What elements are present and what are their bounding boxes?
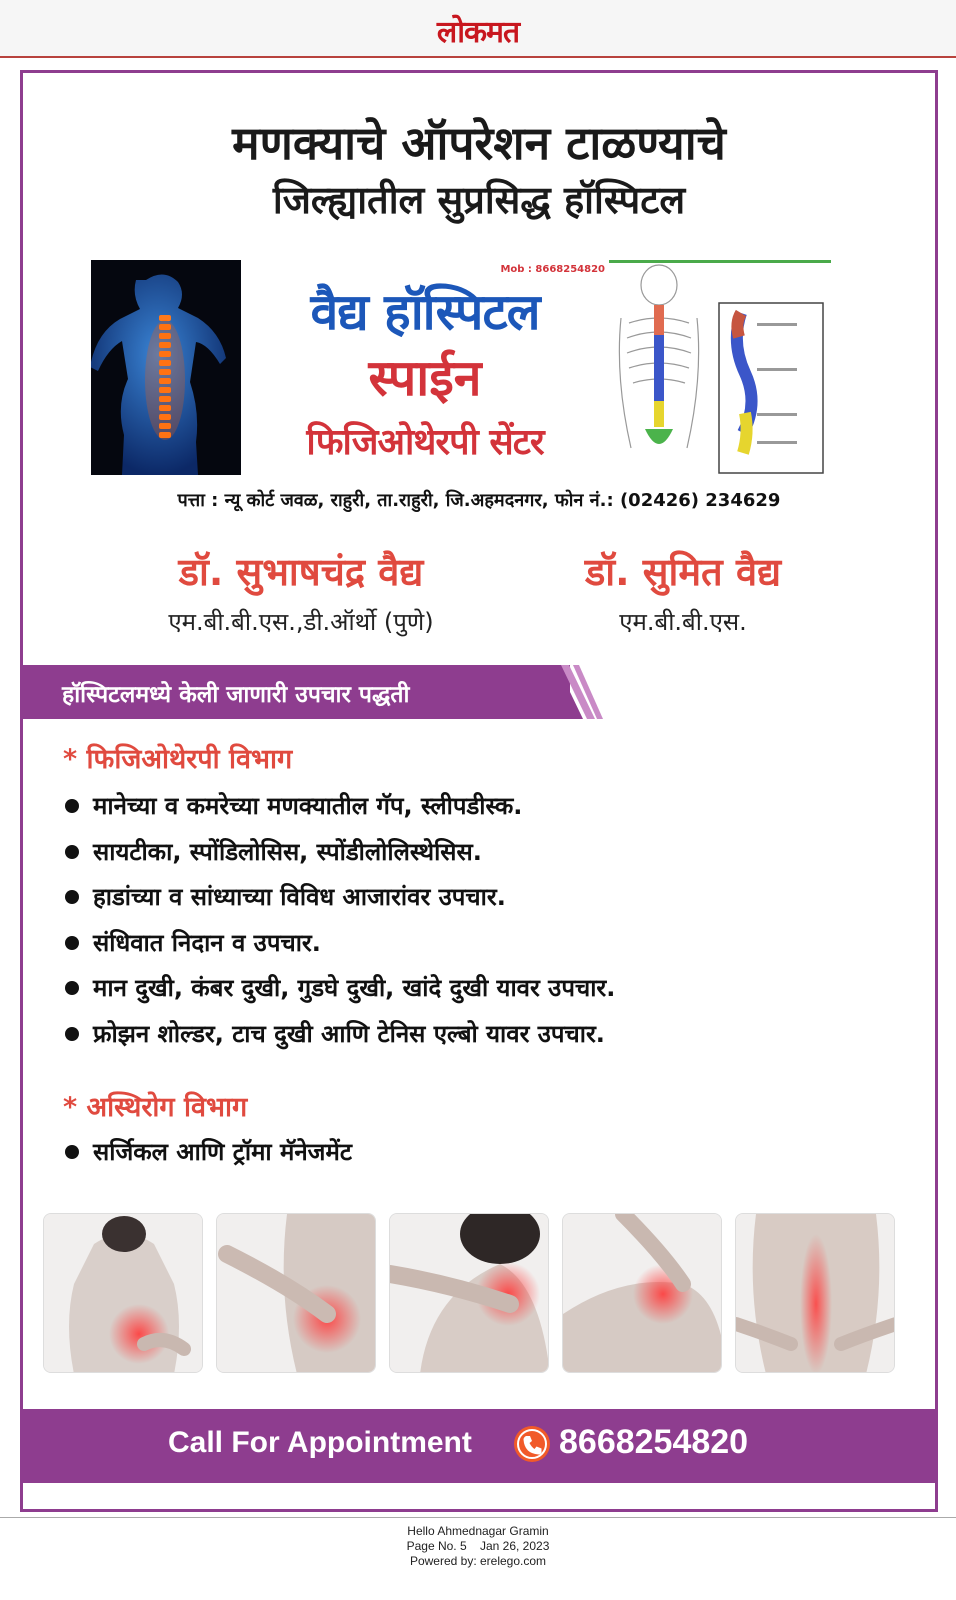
bullet-icon (65, 936, 79, 950)
list-item: मान दुखी, कंबर दुखी, गुडघे दुखी, खांदे दुखी यावर उपचार. (65, 971, 615, 1017)
doctor-card (131, 545, 471, 638)
newspaper-logo: लोकमत (436, 15, 520, 50)
hospital-banner (91, 260, 831, 475)
footer-page-date: Page No. 5 Jan 26, 2023 (406, 1539, 550, 1553)
hospital-address: पत्ता : न्यू कोर्ट जवळ, राहुरी, ता.राहुरी, जि.अहमदनगर, फोन नं.: (02426) 234629 (177, 490, 781, 511)
doctor-name: डॉ. सुभाषचंद्र वैद्य (178, 550, 424, 594)
phone-icon (513, 1425, 551, 1463)
bullet-icon (65, 890, 79, 904)
headline-secondary: जिल्ह्यातील सुप्रसिद्ध हॉस्पिटल (272, 178, 686, 222)
doctor-degree: एम.बी.बी.एस.,डी.ऑर्थो (पुणे) (168, 608, 434, 636)
orthopedics-treatment-list (65, 1135, 352, 1181)
knee-pain-photo (562, 1213, 722, 1373)
epaper-footer (0, 1524, 956, 1569)
department-title-orthopedics: * अस्थिरोग विभाग (63, 1092, 248, 1123)
neck-pain-photo (389, 1213, 549, 1373)
list-item: संधिवात निदान व उपचार. (65, 926, 615, 972)
list-item: फ्रोझन शोल्डर, टाच दुखी आणि टेनिस एल्बो यावर उपचार. (65, 1017, 615, 1063)
back-pain-photo (43, 1213, 203, 1373)
hospital-specialty: स्पाईन (368, 349, 482, 407)
list-item: मानेच्या व कमरेच्या मणक्यातील गॅप, स्लीपडीस्क. (65, 789, 615, 835)
bullet-icon (65, 1027, 79, 1041)
waist-pain-photo (216, 1213, 376, 1373)
department-title-physiotherapy: * फिजिओथेरपी विभाग (63, 744, 293, 775)
bullet-icon (65, 845, 79, 859)
back-pain-illustration (91, 260, 241, 475)
treatment-section-bar (20, 665, 570, 719)
banner-title-block (241, 260, 609, 475)
list-item: हाडांच्या व सांध्याच्या विविध आजारांवर उपचार. (65, 880, 615, 926)
appointment-call-bar (23, 1409, 935, 1483)
hospital-advertisement (20, 70, 938, 1512)
bullet-icon (65, 799, 79, 813)
physiotherapy-treatment-list (65, 789, 615, 1062)
doctor-name: डॉ. सुमित वैद्य (584, 550, 782, 594)
headline-primary: मणक्याचे ऑपरेशन टाळण्याचे (232, 116, 726, 170)
newspaper-masthead (0, 0, 956, 58)
banner-mobile-number: Mob : 8668254820 (500, 264, 605, 275)
pain-photo-strip (43, 1213, 899, 1375)
section-bar-stripes (543, 665, 603, 719)
list-item: सर्जिकल आणि ट्रॉमा मॅनेजमेंट (65, 1135, 352, 1181)
list-item: सायटीका, स्पोंडिलोसिस, स्पोंडीलोलिस्थेसिस. (65, 835, 615, 881)
bullet-icon (65, 1145, 79, 1159)
footer-powered-by[interactable]: Powered by: erelego.com (409, 1554, 547, 1568)
bullet-icon (65, 981, 79, 995)
spine-diagram (609, 260, 831, 475)
hospital-department: फिजिओथेरपी सेंटर (306, 422, 544, 463)
doctor-degree: एम.बी.बी.एस. (619, 608, 747, 636)
call-for-appointment-label: Call For Appointment (168, 1426, 472, 1459)
footer-divider (0, 1517, 956, 1518)
lower-back-pain-photo (735, 1213, 895, 1373)
footer-edition: Hello Ahmednagar Gramin (407, 1524, 549, 1538)
appointment-phone-number[interactable]: 8668254820 (559, 1423, 749, 1461)
doctor-card (543, 545, 823, 638)
treatment-section-title: हॉस्पिटलमध्ये केली जाणारी उपचार पद्धती (62, 682, 410, 708)
hospital-name: वैद्य हॉस्पिटल (310, 283, 540, 341)
